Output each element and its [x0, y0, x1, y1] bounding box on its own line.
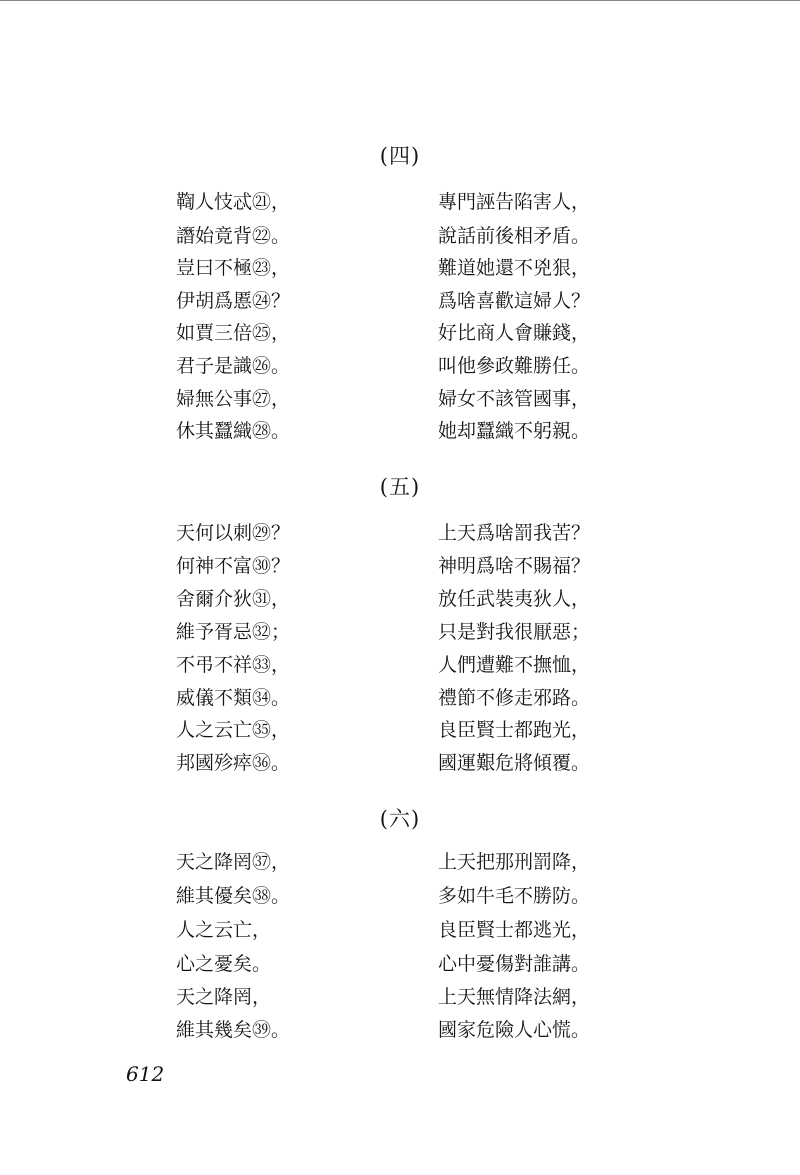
- verse-row: [0, 982, 800, 1012]
- section-heading-4: (四): [379, 144, 421, 168]
- verse-row: [0, 318, 800, 348]
- section-heading-5: (五): [379, 475, 421, 499]
- verse-row: [0, 748, 800, 778]
- verse-row: [0, 253, 800, 283]
- original-line: 威儀不類㉞。: [176, 687, 291, 709]
- translation-line: 好比商人會賺錢，: [438, 322, 591, 344]
- translation-line: 婦女不該管國事，: [438, 388, 591, 410]
- verse-row: [0, 881, 800, 911]
- translation-line: 國家危險人心慌。: [438, 1019, 591, 1041]
- original-line: 伊胡爲慝㉔？: [176, 290, 291, 312]
- top-border-line: [0, 0, 800, 1]
- verse-row: [0, 650, 800, 680]
- translation-line: 只是對我很厭惡；: [438, 621, 591, 643]
- original-line: 鞫人忮忒㉑，: [176, 191, 291, 213]
- translation-line: 上天把那刑罰降，: [438, 851, 591, 873]
- original-line: 維其優矣㊳。: [176, 885, 291, 907]
- translation-line: 難道她還不兇狠，: [438, 257, 591, 279]
- verse-row: [0, 683, 800, 713]
- verse-row: [0, 617, 800, 647]
- verse-row: [0, 847, 800, 877]
- verse-row: [0, 915, 800, 945]
- translation-line: 說話前後相矛盾。: [438, 225, 591, 247]
- original-line: 維予胥忌㉜；: [176, 621, 291, 643]
- original-line: 心之憂矣。: [176, 953, 272, 975]
- verse-row: [0, 416, 800, 446]
- original-line: 如賈三倍㉕，: [176, 322, 291, 344]
- page-number: 612: [126, 1062, 165, 1086]
- original-line: 維其幾矣㊴。: [176, 1019, 291, 1041]
- original-line: 休其蠶織㉘。: [176, 420, 291, 442]
- original-line: 人之云亡㉟，: [176, 719, 291, 741]
- original-line: 舍爾介狄㉛，: [176, 588, 291, 610]
- verse-row: [0, 384, 800, 414]
- translation-line: 國運艱危將傾覆。: [438, 752, 591, 774]
- translation-line: 爲啥喜歡這婦人？: [438, 290, 591, 312]
- verse-row: [0, 1015, 800, 1045]
- section-heading-6: (六): [379, 807, 421, 831]
- translation-line: 叫他參政難勝任。: [438, 355, 591, 377]
- original-line: 邦國殄瘁㊱。: [176, 752, 291, 774]
- original-line: 君子是識㉖。: [176, 355, 291, 377]
- verse-row: [0, 551, 800, 581]
- verse-row: [0, 584, 800, 614]
- verse-row: [0, 286, 800, 316]
- translation-line: 神明爲啥不賜福？: [438, 555, 591, 577]
- original-line: 人之云亡，: [176, 919, 272, 941]
- verse-row: [0, 351, 800, 381]
- original-line: 天之降罔㊲，: [176, 851, 291, 873]
- translation-line: 專門誣告陷害人，: [438, 191, 591, 213]
- original-line: 豈曰不極㉓，: [176, 257, 291, 279]
- verse-row: [0, 518, 800, 548]
- original-line: 天之降罔，: [176, 986, 272, 1008]
- original-line: 天何以刺㉙？: [176, 522, 291, 544]
- translation-line: 良臣賢士都跑光，: [438, 719, 591, 741]
- translation-line: 她却蠶織不躬親。: [438, 420, 591, 442]
- verse-row: [0, 221, 800, 251]
- original-line: 婦無公事㉗，: [176, 388, 291, 410]
- original-line: 何神不富㉚？: [176, 555, 291, 577]
- verse-row: [0, 715, 800, 745]
- translation-line: 人們遭難不撫恤，: [438, 654, 591, 676]
- original-line: 譖始竟背㉒。: [176, 225, 291, 247]
- translation-line: 上天爲啥罰我苦？: [438, 522, 591, 544]
- translation-line: 多如牛毛不勝防。: [438, 885, 591, 907]
- original-line: 不弔不祥㉝，: [176, 654, 291, 676]
- translation-line: 上天無情降法網，: [438, 986, 591, 1008]
- translation-line: 心中憂傷對誰講。: [438, 953, 591, 975]
- translation-line: 禮節不修走邪路。: [438, 687, 591, 709]
- verse-row: [0, 949, 800, 979]
- translation-line: 良臣賢士都逃光，: [438, 919, 591, 941]
- translation-line: 放任武裝夷狄人，: [438, 588, 591, 610]
- verse-row: [0, 187, 800, 217]
